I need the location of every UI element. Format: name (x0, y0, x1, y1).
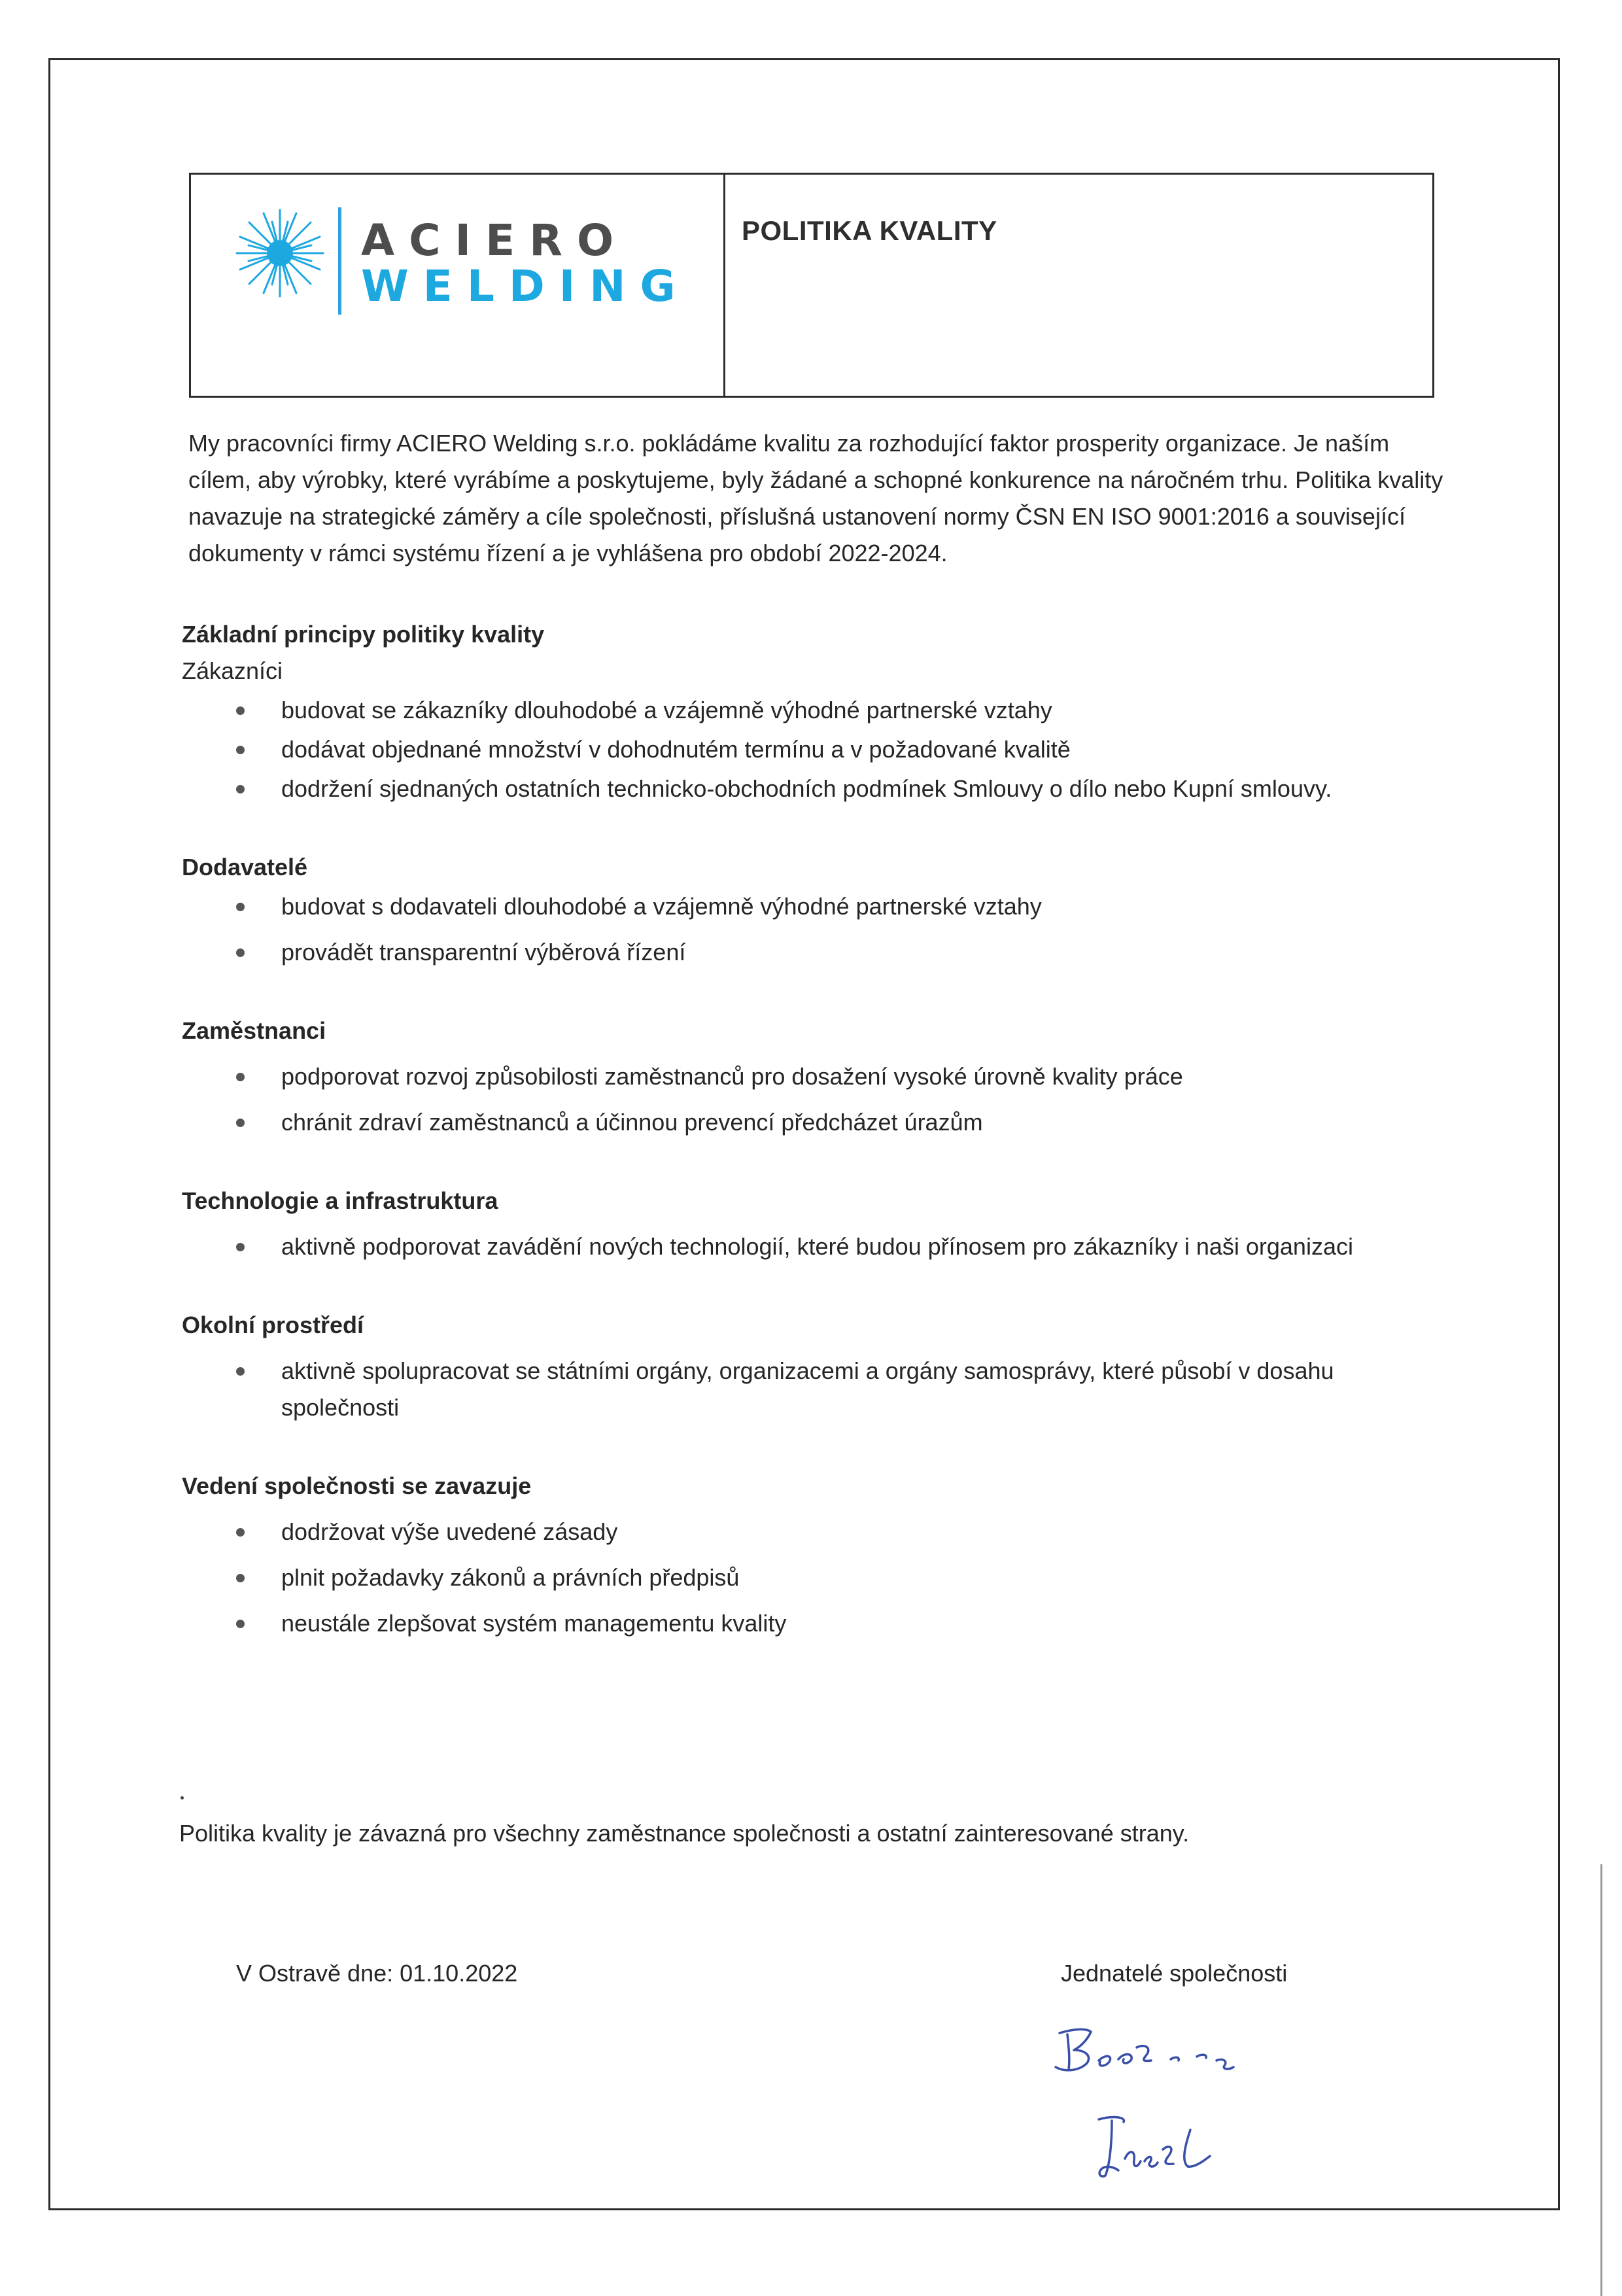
list-item: provádět transparentní výběrová řízení (182, 934, 1457, 971)
suppliers-list (182, 888, 1457, 971)
handwritten-signatures (1014, 2021, 1354, 2191)
employees-heading: Zaměstnanci (182, 1017, 326, 1044)
document-title: POLITIKA KVALITY (742, 215, 997, 246)
customers-label: Zákazníci (182, 657, 283, 684)
closing-statement: Politika kvality je závazná pro všechny zaměstnance společnosti a ostatní zainteresované strany. (179, 1820, 1190, 1847)
list-item: aktivně spolupracovat se státními orgány, organizacemi a orgány samosprávy, které působí v dosahu společnosti (182, 1353, 1457, 1426)
list-item: aktivně podporovat zavádění nových technologií, které budou přínosem pro zákazníky i naši organizaci (182, 1228, 1457, 1265)
section-suppliers (182, 849, 1457, 971)
logo-divider (338, 207, 341, 315)
principles-heading: Základní principy politiky kvality (182, 621, 545, 648)
list-item: plnit požadavky zákonů a právních předpisů (182, 1559, 1457, 1596)
list-item: dodržovat výše uvedené zásady (182, 1514, 1457, 1550)
section-principles (182, 616, 1457, 807)
signatories-label: Jednatelé společnosti (1061, 1960, 1288, 1987)
list-item: dodávat objednané množství v dohodnutém termínu a v požadované kvalitě (182, 731, 1457, 768)
document-body (182, 425, 1457, 1642)
employees-list (182, 1058, 1457, 1141)
management-list (182, 1514, 1457, 1642)
section-management (182, 1468, 1457, 1642)
section-employees (182, 1013, 1457, 1141)
logo-text-welding: WELDING (361, 261, 690, 311)
company-logo (191, 175, 725, 396)
environment-heading: Okolní prostředí (182, 1312, 364, 1338)
suppliers-heading: Dodavatelé (182, 854, 308, 880)
starburst-icon (234, 207, 326, 299)
list-item: chránit zdraví zaměstnanců a účinnou prevencí předcházet úrazům (182, 1104, 1457, 1141)
logo-text-aciero: ACIERO (361, 215, 629, 266)
document-header (189, 173, 1434, 398)
list-item: dodržení sjednaných ostatních technicko-obchodních podmínek Smlouvy o dílo nebo Kupní smlouvy. (182, 771, 1457, 807)
management-heading: Vedení společnosti se zavazuje (182, 1472, 532, 1499)
customers-list (182, 692, 1457, 807)
list-item: budovat s dodavateli dlouhodobé a vzájemně výhodné partnerské vztahy (182, 888, 1457, 925)
section-technology (182, 1183, 1457, 1265)
list-item: neustále zlepšovat systém managementu kvality (182, 1605, 1457, 1642)
list-item: budovat se zákazníky dlouhodobé a vzájemně výhodné partnerské vztahy (182, 692, 1457, 729)
title-cell (725, 175, 1432, 396)
section-environment (182, 1307, 1457, 1426)
list-item: podporovat rozvoj způsobilosti zaměstnanců pro dosažení vysoké úrovně kvality práce (182, 1058, 1457, 1095)
environment-list (182, 1353, 1457, 1426)
intro-paragraph: My pracovníci firmy ACIERO Welding s.r.o. pokládáme kvalitu za rozhodující faktor prosperity organizace. Je naším cílem, aby výrobky, které vyrábíme a poskytujeme, byly žádané a schopné konkurence na náročném trhu. Politika kvality navazuje na strategické záměry a cíle společnosti, příslušná ustanovení normy ČSN EN ISO 9001:2016 a související dokumenty v rámci systému řízení a je vyhlášena pro období 2022-2024. (188, 430, 1443, 566)
technology-list (182, 1228, 1457, 1265)
stray-dot (181, 1796, 184, 1800)
scan-edge-line (1600, 1864, 1602, 2296)
technology-heading: Technologie a infrastruktura (182, 1187, 498, 1214)
place-and-date: V Ostravě dne: 01.10.2022 (236, 1960, 518, 1987)
